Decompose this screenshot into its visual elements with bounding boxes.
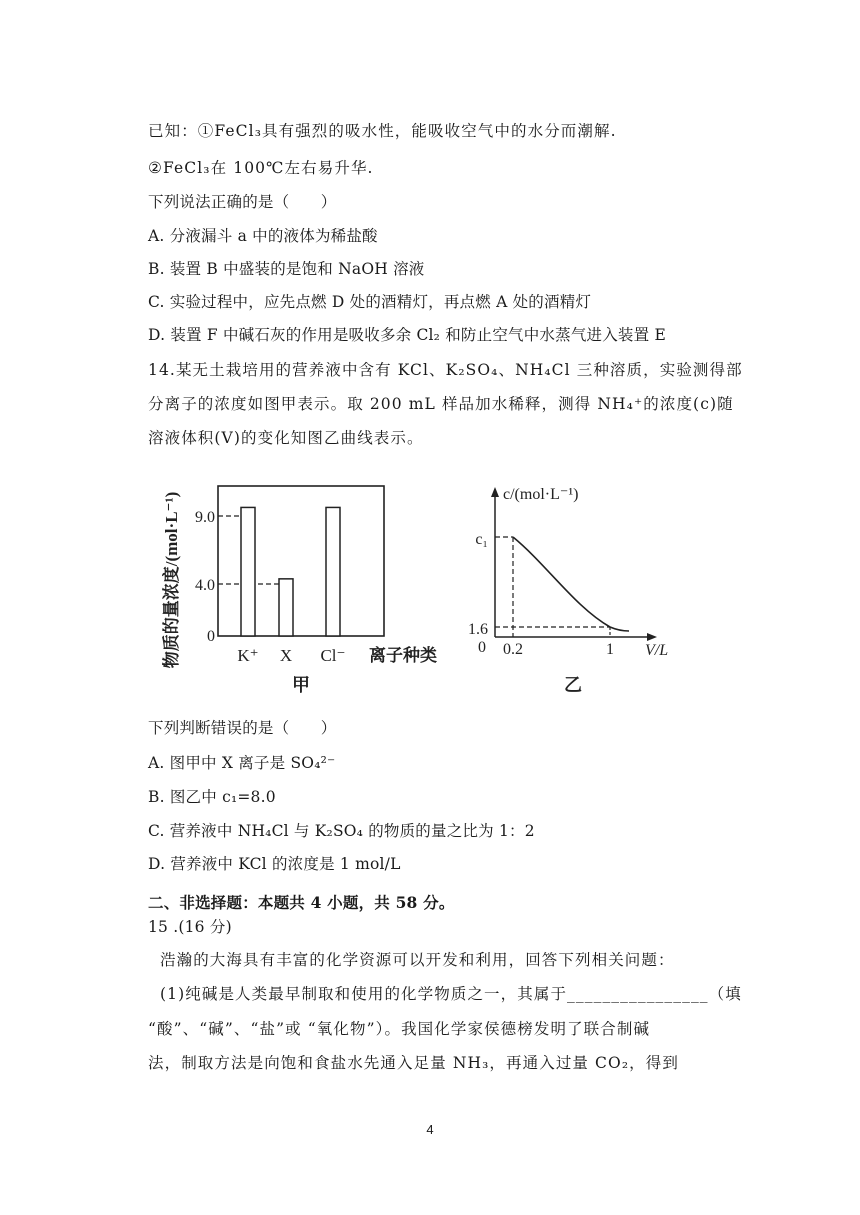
bar-x [279, 579, 293, 636]
jia-cat-x: X [279, 646, 293, 665]
question-14-line-2: 分离子的浓度如图甲表示。取 200 mL 样品加水稀释，测得 NH₄⁺的浓度(c)随 [148, 395, 734, 413]
option-13-b: B. 装置 B 中盛装的是饱和 NaOH 溶液 [148, 260, 425, 278]
question-15-intro: 浩瀚的大海具有丰富的化学资源可以开发和利用，回答下列相关问题： [160, 951, 675, 969]
jia-ylabel: 物质的量浓度/(mol·L⁻¹) [162, 491, 181, 669]
yi-curve [513, 537, 629, 631]
option-13-d: D. 装置 F 中碱石灰的作用是吸收多余 Cl₂ 和防止空气中水蒸气进入装置 E [148, 326, 666, 344]
figure [155, 455, 685, 705]
yi-origin: 0 [478, 639, 486, 656]
jia-ytick-9: 9.0 [195, 509, 215, 526]
option-14-a: A. 图甲中 X 离子是 SO₄²⁻ [148, 754, 336, 772]
figure-jia [161, 486, 437, 695]
yi-xtick-1: 1 [606, 641, 614, 658]
section-heading: 二、非选择题：本题共 4 小题，共 58 分。 [148, 893, 455, 912]
jia-cat-cl: Cl⁻ [320, 646, 346, 665]
question-15-part-1-line-3: 法，制取方法是向饱和食盐水先通入足量 NH₃，再通入过量 CO₂，得到 [148, 1054, 679, 1072]
given-1: 已知：①FeCl₃具有强烈的吸水性，能吸收空气中的水分而潮解. [148, 122, 617, 140]
yi-ytick-c1: c₁ [475, 531, 488, 548]
question-15-header: 15 .(16 分) [148, 918, 232, 936]
yi-ylabel: c/(mol·L⁻¹) [503, 486, 579, 503]
yi-caption: 乙 [564, 675, 582, 695]
yi-xtick-02: 0.2 [503, 641, 523, 658]
jia-ytick-4: 4.0 [195, 577, 215, 594]
option-14-d: D. 营养液中 KCl 的浓度是 1 mol/L [148, 855, 401, 873]
option-14-c: C. 营养液中 NH₄Cl 与 K₂SO₄ 的物质的量之比为 1：2 [148, 822, 535, 840]
question-15-part-1-line-1: (1)纯碱是人类最早制取和使用的化学物质之一，其属于________________（填 [160, 985, 742, 1003]
page-number: 4 [426, 1122, 434, 1137]
jia-ytick-0: 0 [207, 628, 215, 645]
question-14-line-1: 14.某无土栽培用的营养液中含有 KCl、K₂SO₄、NH₄Cl 三种溶质，实验测得部 [148, 361, 743, 379]
question-15-part-1-line-2: “酸”、“碱”、“盐”或 “氧化物”）。我国化学家侯德榜发明了联合制碱 [148, 1020, 651, 1038]
yi-ytick-16: 1.6 [468, 621, 488, 638]
jia-cat-k: K⁺ [237, 646, 259, 665]
bar-cl [326, 507, 340, 636]
yi-xlabel: V/L [645, 642, 669, 659]
figure-yi [468, 486, 668, 695]
bar-k [241, 507, 255, 636]
question-14-prompt: 下列判断错误的是（ ） [148, 719, 337, 737]
given-2: ②FeCl₃在 100℃左右易升华. [148, 159, 374, 177]
yi-y-arrow [491, 487, 499, 497]
question-13-prompt: 下列说法正确的是（ ） [148, 193, 337, 211]
option-13-c: C. 实验过程中，应先点燃 D 处的酒精灯，再点燃 A 处的酒精灯 [148, 293, 592, 311]
option-13-a: A. 分液漏斗 a 中的液体为稀盐酸 [148, 227, 378, 245]
jia-xlabel: 离子种类 [369, 646, 437, 665]
question-14-line-3: 溶液体积(V)的变化知图乙曲线表示。 [148, 429, 424, 447]
yi-x-arrow [647, 633, 657, 641]
jia-caption: 甲 [292, 675, 310, 695]
option-14-b: B. 图乙中 c₁=8.0 [148, 788, 276, 806]
